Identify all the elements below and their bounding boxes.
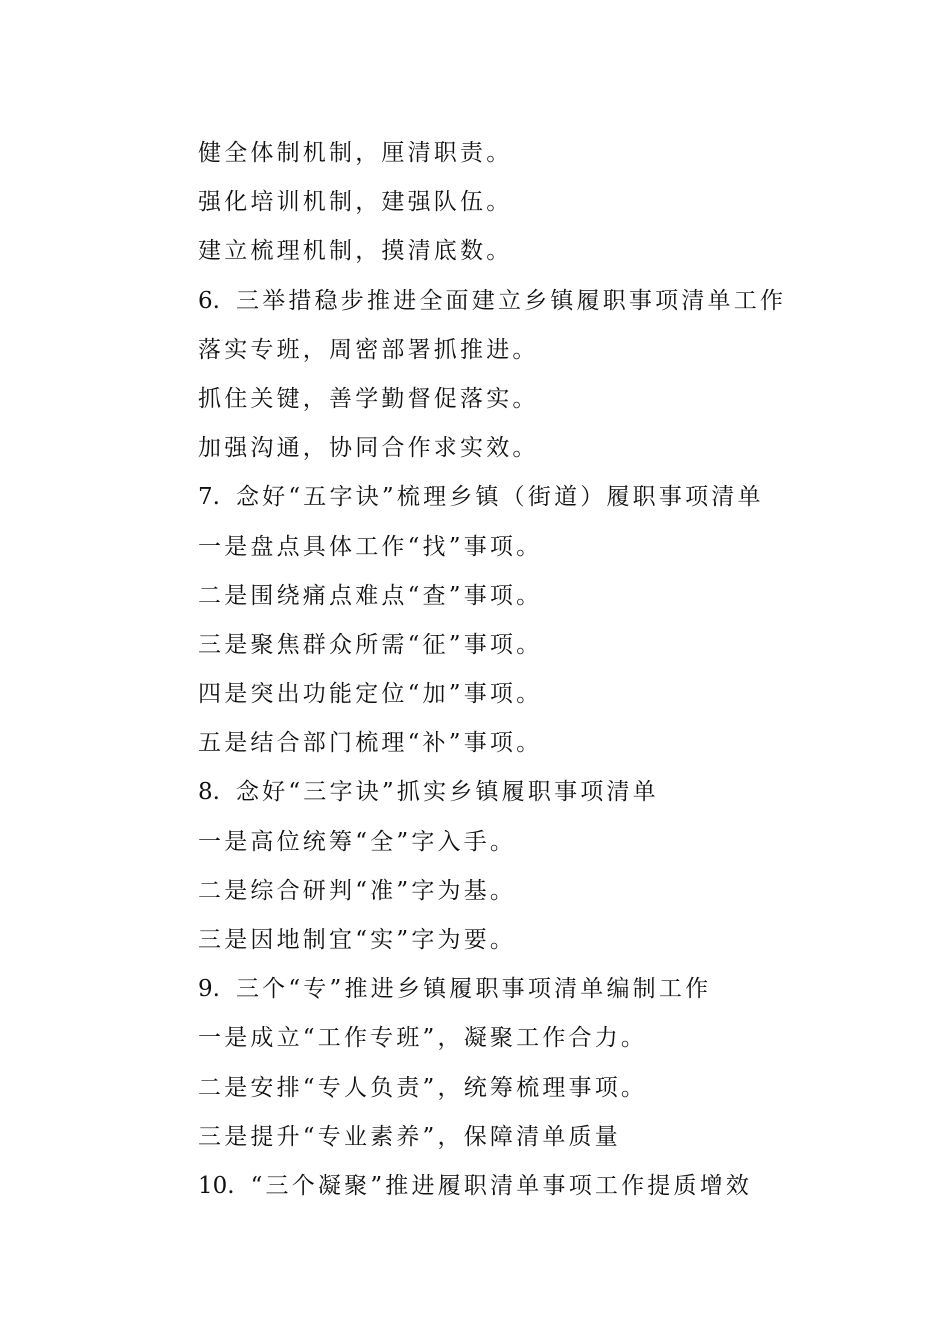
item-text: 二是综合研判“准”字为基。: [198, 877, 517, 904]
list-item: [198, 871, 918, 920]
item-text: 二是围绕痛点难点“查”事项。: [198, 582, 543, 609]
section-title: “三个凝聚”推进履职清单事项工作提质增效: [250, 1172, 753, 1199]
list-item: [198, 379, 918, 428]
item-text: 三是因地制宜“实”字为要。: [198, 927, 517, 953]
item-text: 健全体制机制，厘清职责。: [198, 140, 513, 166]
list-item: [198, 1117, 918, 1166]
list-item: [198, 428, 918, 477]
section-number: 8.: [198, 779, 220, 806]
list-item: [198, 920, 918, 969]
section-title: 念好“三字诀”抓实乡镇履职事项清单: [235, 779, 659, 806]
document-body: [198, 133, 918, 1215]
section-number: 10.: [198, 1172, 235, 1199]
section-number: 6.: [198, 287, 220, 314]
item-text: 四是突出功能定位“加”事项。: [198, 681, 543, 708]
list-item: [198, 1068, 918, 1117]
list-item: [198, 330, 918, 379]
item-text: 一是高位统筹“全”字入手。: [198, 828, 517, 855]
section-number: 7.: [198, 484, 220, 511]
section-heading: [198, 281, 918, 330]
section-number: 9.: [198, 976, 220, 1003]
item-text: 二是安排“专人负责”，统筹梳理事项。: [198, 1074, 648, 1101]
item-text: 加强沟通，协同合作求实效。: [198, 435, 539, 462]
section-heading: [198, 772, 918, 821]
item-text: 一是盘点具体工作“找”事项。: [198, 533, 543, 560]
section-heading: [198, 1166, 918, 1215]
list-item: [198, 576, 918, 625]
section-title: 三个“专”推进乡镇履职事项清单编制工作: [235, 976, 712, 1003]
item-text: 抓住关键，善学勤督促落实。: [198, 385, 539, 412]
list-item: [198, 231, 918, 280]
item-text: 三是聚焦群众所需“征”事项。: [198, 631, 543, 658]
item-text: 建立梳理机制，摸清底数。: [198, 238, 513, 265]
list-item: [198, 625, 918, 674]
item-text: 一是成立“工作专班”，凝聚工作合力。: [198, 1025, 648, 1052]
item-text: 三是提升“专业素养”，保障清单质量: [198, 1123, 621, 1150]
section-heading: [198, 477, 918, 526]
list-item: [198, 723, 918, 772]
section-title: 三举措稳步推进全面建立乡镇履职事项清单工作: [235, 287, 787, 314]
list-item: [198, 822, 918, 871]
section-heading: [198, 969, 918, 1018]
list-item: [198, 182, 918, 231]
list-item: [198, 527, 918, 576]
list-item: [198, 133, 918, 182]
item-text: 五是结合部门梳理“补”事项。: [198, 730, 543, 757]
list-item: [198, 1018, 918, 1067]
item-text: 强化培训机制，建强队伍。: [198, 189, 513, 216]
list-item: [198, 674, 918, 723]
section-title: 念好“五字诀”梳理乡镇（街道）履职事项清单: [235, 484, 764, 511]
item-text: 落实专班，周密部署抓推进。: [198, 336, 539, 363]
